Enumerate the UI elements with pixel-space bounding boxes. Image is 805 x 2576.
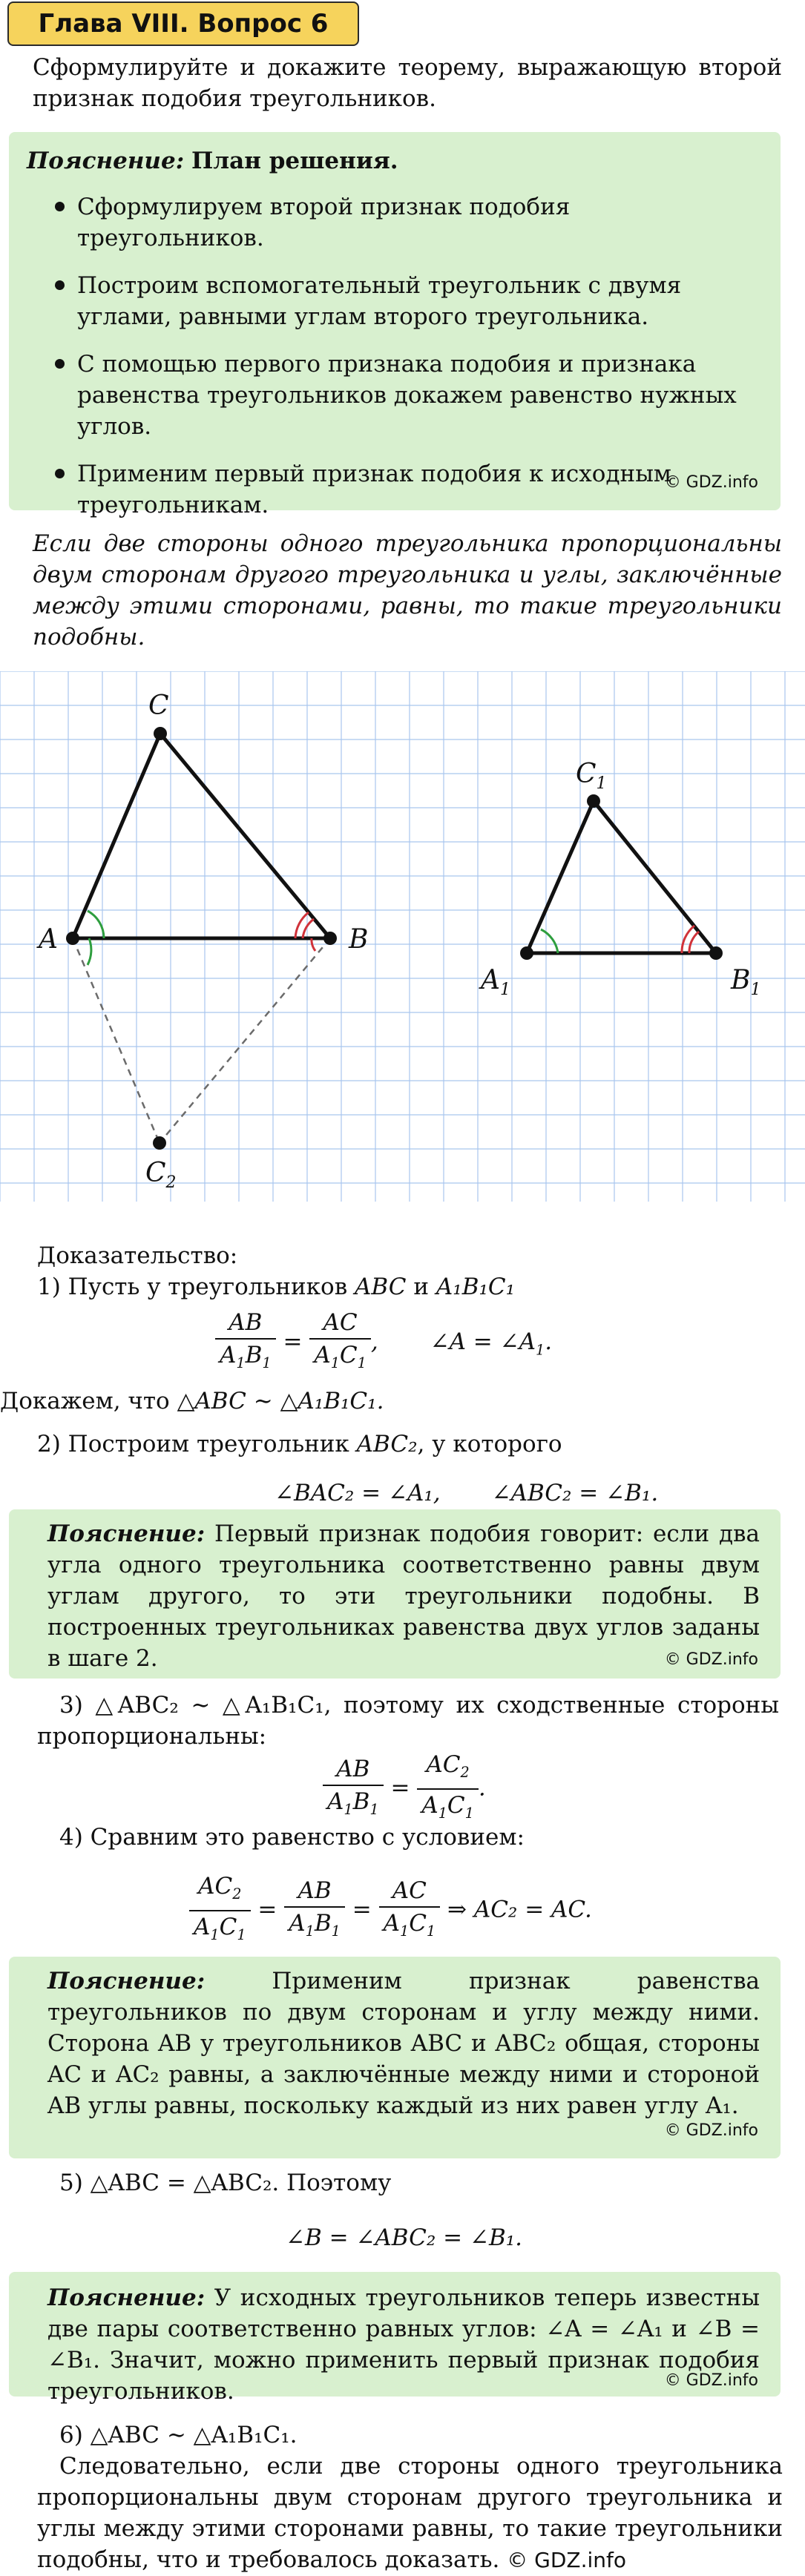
angle-a-arc (88, 911, 104, 938)
step1-and: и (413, 1274, 430, 1300)
note-3-text: У исходных треугольников теперь известны две пары соответственно равных углов: ∠A = ∠A₁ и ∠B = ∠B₁. Значит, можно применить первый признак подобия треугольников. (47, 2285, 760, 2405)
plan-note-title: План решения. (191, 148, 398, 174)
point-b (323, 932, 337, 945)
proof-step-3: 3) △ABC₂ ∼ △A₁B₁C₁, поэтому их сходственные стороны пропорциональны: (37, 1692, 779, 1750)
step2-triangle: ABC₂ (356, 1431, 418, 1457)
formula-compare: $\frac{AC_2}{A_1C_1}$ = $\frac{AB}{A_1B_1}$ = $\frac{AC}{A_1C_1}$ ⇒ AC₂ = AC. (189, 1871, 592, 1951)
copyright: © GDZ.info (507, 2548, 627, 2572)
step4-conclusion: ⇒ AC₂ = AC. (447, 1896, 592, 1923)
plan-item: С помощью первого признака подобия и признака равенства треугольников докажем равенство нужных углов. (43, 349, 755, 442)
proof-step-4: 4) Сравним это равенство с условием: (59, 1824, 525, 1851)
angle-a1-arc (541, 929, 558, 953)
prove-expression: △ABC ∼ △A₁B₁C₁. (177, 1388, 384, 1414)
plan-item: Построим вспомогательный треугольник с двумя углами, равными углам второго треугольника. (43, 270, 755, 332)
plan-list (43, 191, 755, 537)
plan-note-heading (27, 145, 398, 177)
step1-triangle-abc: ABC (355, 1274, 407, 1300)
conclusion (37, 2451, 783, 2576)
proof-title: Доказательство: (37, 1242, 238, 1269)
note-1-body (47, 1518, 760, 1674)
angle-b-arc-1 (303, 919, 314, 938)
step2-equalities: ∠BAC₂ = ∠A₁, ∠ABC₂ = ∠B₁. (275, 1480, 659, 1506)
question-text: Сформулируйте и докажите теорему, выражающую второй признак подобия треугольников. (33, 54, 782, 112)
angle-b1-arc-1 (689, 932, 699, 953)
formula-similarity-ratio: $\frac{AB}{A_1B_1}$ = $\frac{AC_2}{A_1C_1}$ . (323, 1749, 486, 1829)
label-c1: $C_1$ (576, 759, 607, 793)
plan-note-label: Пояснение: (27, 148, 185, 174)
formula-ratio-condition: $\frac{AB}{A_1B_1}$ = $\frac{AC}{A_1C_1}$ , ∠A = $\angle A_1$. (215, 1307, 552, 1379)
label-c: C (148, 691, 169, 721)
prove-prefix: Докажем, что (0, 1388, 170, 1414)
label-b1: $B_1$ (731, 965, 761, 999)
step2-suffix: , у которого (417, 1431, 562, 1457)
note-1-label: Пояснение: (47, 1521, 206, 1547)
step2-text: 2) Построим треугольник (37, 1431, 349, 1457)
triangles-figure (0, 671, 805, 1202)
dashed-line-bc2 (160, 938, 330, 1143)
proof-step-1 (37, 1271, 515, 1302)
point-c (154, 727, 167, 740)
note-2-text: Применим признак равенства треугольников по двум сторонам и углу между ними. Сторона AB у треугольников ABC и ABC₂ общая, стороны AC и AC₂ равны, а заключённые между ними и стороной AB углы равны, поскольку каждый из них равен углу A₁. (47, 1968, 760, 2119)
note-2-label: Пояснение: (47, 1968, 206, 1994)
label-a: A (39, 924, 58, 955)
label-c2: $C_2$ (145, 1158, 177, 1192)
chapter-title: Глава VIII. Вопрос 6 (7, 1, 359, 46)
dashed-line-ac2 (73, 938, 160, 1143)
note-1 (9, 1509, 781, 1679)
point-c2 (153, 1136, 166, 1150)
proof-step-5: 5) △ABC = △ABC₂. Поэтому (59, 2170, 392, 2196)
note-1-text: Первый признак подобия говорит: если два угла одного треугольника соответственно равны двум углам другого, то эти треугольники подобны. В построенных треугольниках равенства двух углов заданы в шаге 2. (47, 1521, 760, 1672)
angle-a-lower-arc (88, 938, 91, 965)
step1-prefix: 1) Пусть у треугольников (37, 1274, 348, 1300)
proof-step-2 (37, 1429, 562, 1460)
step5-equality: ∠B = ∠ABC₂ = ∠B₁. (286, 2224, 523, 2251)
note-3-body (47, 2282, 760, 2407)
point-a (66, 932, 79, 945)
note-3 (9, 2272, 781, 2405)
proof-step-6: 6) △ABC ∼ △A₁B₁C₁. (59, 2422, 298, 2448)
plan-item: Применим первый признак подобия к исходным треугольникам. (43, 458, 755, 521)
note-2 (9, 1957, 781, 2158)
point-a1 (520, 946, 533, 960)
label-b: B (349, 924, 369, 955)
label-a1: $A_1$ (481, 965, 510, 999)
copyright: © GDZ.info (664, 473, 758, 492)
triangle-a1b1c1 (527, 801, 716, 953)
conclusion-text: Следовательно, если две стороны одного треугольника пропорциональны двум сторонам другого треугольника и углы между этими сторонами равны, то такие треугольники подобны, что и требовалось доказать. (37, 2453, 783, 2573)
plan-item: Сформулируем второй признак подобия треугольников. (43, 191, 755, 254)
prove-statement (0, 1386, 384, 1417)
plan-note (9, 132, 781, 518)
triangle-abc (73, 734, 330, 938)
copyright: © GDZ.info (664, 1650, 758, 1669)
copyright: © GDZ.info (664, 2371, 758, 2390)
point-b1 (709, 946, 723, 960)
point-c1 (587, 794, 600, 808)
theorem-statement: Если две стороны одного треугольника пропорциональны двум сторонам другого треугольника и углы, заключённые между этими сторонами, равны, то такие треугольники подобны. (33, 530, 782, 650)
step1-triangle-a1b1c1: A₁B₁C₁ (436, 1274, 516, 1300)
note-3-label: Пояснение: (47, 2285, 206, 2311)
note-2-body (47, 1966, 760, 2121)
copyright: © GDZ.info (664, 2121, 758, 2140)
